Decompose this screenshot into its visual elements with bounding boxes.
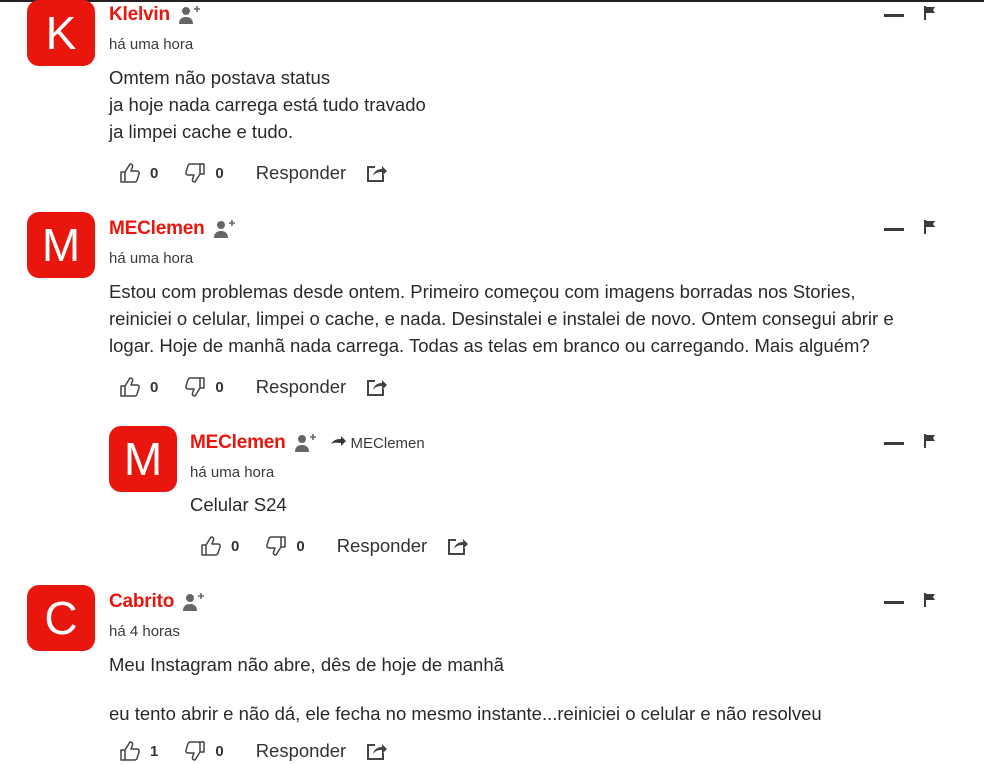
thumbs-up-icon [119, 740, 141, 762]
follow-user-icon[interactable] [213, 218, 235, 240]
comment-line: Celular S24 [190, 494, 287, 515]
comment-meclemen [0, 212, 984, 412]
thumbs-down-icon [265, 535, 287, 557]
dislike-button[interactable] [184, 376, 223, 398]
comment-line [109, 678, 822, 700]
comment-line: eu tento abrir e não dá, ele fecha no mesmo instante...reiniciei o celular e não resolveu [109, 703, 822, 724]
comment-controls [884, 217, 944, 241]
author-name[interactable]: MEClemen [190, 432, 286, 453]
follow-user-icon[interactable] [294, 432, 316, 454]
thumbs-down-icon [184, 376, 206, 398]
comment-header [109, 218, 235, 240]
comment-line: ja hoje nada carrega está tudo travado [109, 94, 426, 115]
comment-actions [119, 162, 388, 184]
dislike-button[interactable] [184, 740, 223, 762]
like-button[interactable] [119, 740, 158, 762]
timestamp: há uma hora [190, 464, 275, 481]
avatar[interactable]: M [109, 426, 177, 492]
avatar[interactable]: K [27, 0, 95, 66]
like-button[interactable] [200, 535, 239, 557]
comment-reply-meclemen [0, 426, 984, 576]
reply-button[interactable]: Responder [336, 535, 428, 556]
collapse-icon[interactable] [884, 228, 904, 231]
comment-actions [200, 535, 469, 557]
reply-button[interactable]: Responder [255, 740, 347, 761]
dislike-count: 0 [215, 742, 224, 760]
like-button[interactable] [119, 162, 158, 184]
comment-actions [119, 376, 388, 398]
author-name[interactable]: Cabrito [109, 591, 175, 612]
comment-cabrito [0, 585, 984, 765]
thumbs-down-icon [184, 162, 206, 184]
share-icon[interactable] [366, 163, 388, 183]
thumbs-up-icon [119, 376, 141, 398]
reply-arrow-icon [330, 436, 346, 450]
share-icon[interactable] [366, 377, 388, 397]
like-count: 0 [150, 164, 159, 182]
timestamp: há uma hora [109, 250, 194, 267]
comment-body [109, 651, 822, 727]
comment-line: Meu Instagram não abre, dês de hoje de manhã [109, 654, 504, 675]
like-count: 0 [150, 378, 159, 396]
timestamp: há uma hora [109, 36, 194, 53]
comment-line: Estou com problemas desde ontem. Primeiro começou com imagens borradas nos Stories, [109, 281, 856, 302]
flag-icon[interactable] [924, 6, 936, 20]
avatar[interactable]: C [27, 585, 95, 651]
comment-header [109, 591, 204, 613]
comment-line: reiniciei o celular, limpei o cache, e nada. Desinstalei e instalei de novo. Ontem consegui abrir e [109, 308, 894, 329]
like-count: 1 [150, 742, 159, 760]
author-name[interactable]: MEClemen [109, 218, 205, 239]
like-button[interactable] [119, 376, 158, 398]
reply-button[interactable]: Responder [255, 376, 347, 397]
comment-line: logar. Hoje de manhã nada carrega. Todas as telas em branco ou carregando. Mais alguém? [109, 335, 870, 356]
collapse-icon[interactable] [884, 601, 904, 604]
dislike-button[interactable] [184, 162, 223, 184]
dislike-count: 0 [296, 537, 305, 555]
flag-icon[interactable] [924, 434, 936, 448]
reply-to[interactable] [330, 435, 425, 452]
comment-header [109, 4, 200, 26]
comment-body [190, 491, 287, 518]
collapse-icon[interactable] [884, 14, 904, 17]
comment-header [190, 432, 425, 454]
flag-icon[interactable] [924, 220, 936, 234]
avatar[interactable]: M [27, 212, 95, 278]
comment-body [109, 64, 426, 145]
comment-klelvin [0, 0, 984, 200]
like-count: 0 [231, 537, 240, 555]
reply-to-name: MEClemen [350, 434, 425, 452]
collapse-icon[interactable] [884, 442, 904, 445]
comment-controls [884, 590, 944, 614]
reply-button[interactable]: Responder [255, 162, 347, 183]
share-icon[interactable] [366, 741, 388, 761]
dislike-count: 0 [215, 164, 224, 182]
follow-user-icon[interactable] [178, 4, 200, 26]
timestamp: há 4 horas [109, 623, 180, 640]
comment-line: Omtem não postava status [109, 67, 331, 88]
comment-body [109, 278, 894, 359]
comment-controls [884, 3, 944, 27]
share-icon[interactable] [447, 536, 469, 556]
thumbs-up-icon [119, 162, 141, 184]
comment-line: ja limpei cache e tudo. [109, 121, 294, 142]
thumbs-up-icon [200, 535, 222, 557]
follow-user-icon[interactable] [182, 591, 204, 613]
flag-icon[interactable] [924, 593, 936, 607]
comment-actions [119, 740, 388, 762]
dislike-button[interactable] [265, 535, 304, 557]
author-name[interactable]: Klelvin [109, 4, 170, 25]
comment-controls [884, 431, 944, 455]
dislike-count: 0 [215, 378, 224, 396]
thumbs-down-icon [184, 740, 206, 762]
